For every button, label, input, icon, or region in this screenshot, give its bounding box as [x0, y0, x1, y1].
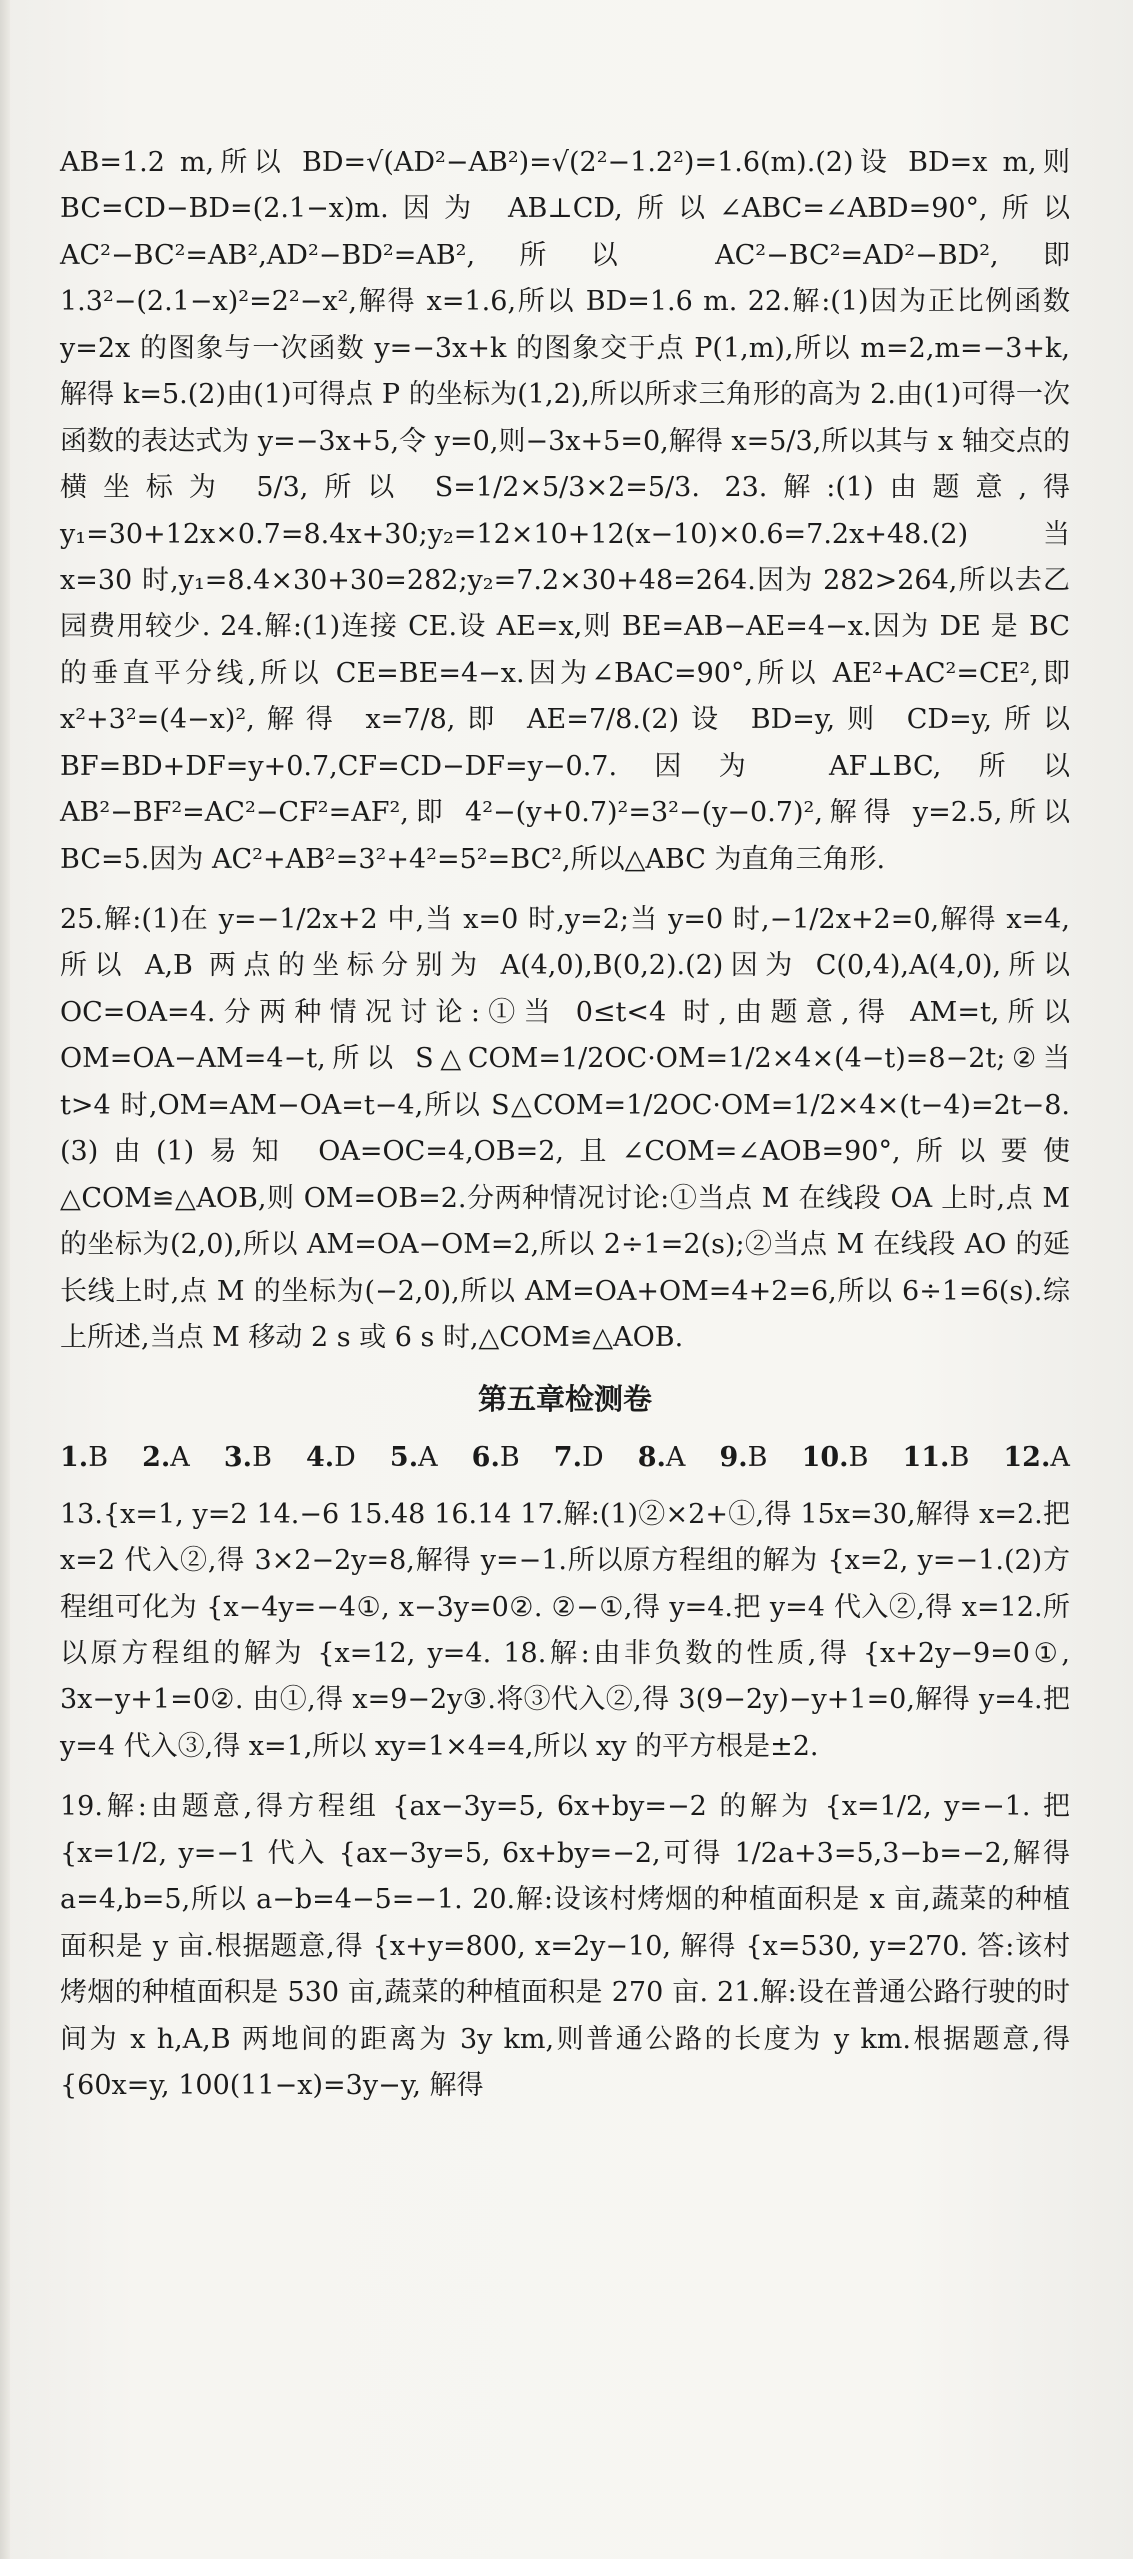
answer-paragraph: 13.{x=1, y=2 14.−6 15.48 16.14 17.解:(1)②×2+①,得 15x=30,解得 x=2.把 x=2 代入②,得 3×2−2y=8,解得 y=−1.所以原方程组的解为 {x=2, y=−1.(2)方程组可化为 {x−4y=−4①, x−3y=0②. ②−①,得 y=4.把 y=4 代入②,得 x=12.所以原方程组的解为 {x=12, y=4. 18.解:由非负数的性质,得 {x+2y−9=0①, 3x−y+1=0②. 由①,得 x=9−2y③.将③代入②,得 3(9−2y)−y+1=0,解得 y=4.把 y=4 代入③,得 x=1,所以 xy=1×4=4,所以 xy 的平方根是±2. — [60, 1498, 1070, 1762]
answer-paragraph: 19.解:由题意,得方程组 {ax−3y=5, 6x+by=−2 的解为 {x=1/2, y=−1. 把 {x=1/2, y=−1 代入 {ax−3y=5, 6x+by=−2,可得 1/2a+3=5,3−b=−2,解得 a=4,b=5,所以 a−b=4−5=−1. 20.解:设该村烤烟的种植面积是 x 亩,蔬菜的种植面积是 y 亩.根据题意,得 {x+y=800, x=2y−10, 解得 {x=530, y=270. 答:该村烤烟的种植面积是 530 亩,蔬菜的种植面积是 270 亩. 21.解:设在普通公路行驶的时间为 x h,A,B 两地间的距离为 3y km,则普通公路的长度为 y km.根据题意,得 {60x=y, 100(11−x)=3y−y, 解得 — [60, 1791, 1070, 2101]
choice-answer: 11.B — [902, 1442, 970, 1474]
chapter-title: 第五章检测卷 — [477, 1382, 652, 1417]
binding-edge — [0, 0, 10, 2559]
choice-answer: 10.B — [801, 1442, 869, 1474]
choice-answer: 6.B — [471, 1442, 520, 1474]
choice-answer: 8.A — [637, 1442, 686, 1474]
choice-answer: 12.A — [1003, 1442, 1070, 1474]
choice-answer: 3.B — [223, 1442, 272, 1474]
choice-answer: 9.B — [719, 1442, 768, 1474]
choice-answer: 1.B — [60, 1442, 109, 1474]
choice-answer-row — [60, 1435, 1070, 1481]
answer-text-block — [60, 140, 1070, 2123]
choice-answer: 4.D — [305, 1442, 356, 1474]
choice-answer: 7.D — [553, 1442, 604, 1474]
choice-answer: 5.A — [389, 1442, 438, 1474]
choice-answer: 2.A — [142, 1442, 190, 1474]
answer-paragraph: 25.解:(1)在 y=−1/2x+2 中,当 x=0 时,y=2;当 y=0 时,−1/2x+2=0,解得 x=4,所以 A,B 两点的坐标分别为 A(4,0),B(0,2).(2)因为 C(0,4),A(4,0),所以 OC=OA=4.分两种情况讨论:①当 0≤t<4 时,由题意,得 AM=t,所以 OM=OA−AM=4−t,所以 S△COM=1/2OC·OM=1/2×4×(4−t)=8−2t;②当 t>4 时,OM=AM−OA=t−4,所以 S△COM=1/2OC·OM=1/2×4×(t−4)=2t−8.(3)由(1)易知 OA=OC=4,OB=2,且∠COM=∠AOB=90°,所以要使△COM≌△AOB,则 OM=OB=2.分两种情况讨论:①当点 M 在线段 OA 上时,点 M 的坐标为(2,0),所以 AM=OA−OM=2,所以 2÷1=2(s);②当点 M 在线段 AO 的延长线上时,点 M 的坐标为(−2,0),所以 AM=OA+OM=4+2=6,所以 6÷1=6(s).综上所述,当点 M 移动 2 s 或 6 s 时,△COM≌△AOB. — [60, 904, 1070, 1353]
answer-paragraph: AB=1.2 m,所以 BD=√(AD²−AB²)=√(2²−1.2²)=1.6(m).(2)设 BD=x m,则 BC=CD−BD=(2.1−x)m.因为 AB⊥CD,所以∠ABC=∠ABD=90°,所以 AC²−BC²=AB²,AD²−BD²=AB²,所以 AC²−BC²=AD²−BD²,即 1.3²−(2.1−x)²=2²−x²,解得 x=1.6,所以 BD=1.6 m. 22.解:(1)因为正比例函数 y=2x 的图象与一次函数 y=−3x+k 的图象交于点 P(1,m),所以 m=2,m=−3+k,解得 k=5.(2)由(1)可得点 P 的坐标为(1,2),所以所求三角形的高为 2.由(1)可得一次函数的表达式为 y=−3x+5,令 y=0,则−3x+5=0,解得 x=5/3,所以其与 x 轴交点的横坐标为 5/3,所以 S=1/2×5/3×2=5/3. 23.解:(1)由题意,得 y₁=30+12x×0.7=8.4x+30;y₂=12×10+12(x−10)×0.6=7.2x+48.(2)当 x=30 时,y₁=8.4×30+30=282;y₂=7.2×30+48=264.因为 282>264,所以去乙园费用较少. 24.解:(1)连接 CE.设 AE=x,则 BE=AB−AE=4−x.因为 DE 是 BC 的垂直平分线,所以 CE=BE=4−x.因为∠BAC=90°,所以 AE²+AC²=CE²,即 x²+3²=(4−x)²,解得 x=7/8,即 AE=7/8.(2)设 BD=y,则 CD=y,所以 BF=BD+DF=y+0.7,CF=CD−DF=y−0.7.因为 AF⊥BC,所以 AB²−BF²=AC²−CF²=AF²,即 4²−(y+0.7)²=3²−(y−0.7)²,解得 y=2.5,所以 BC=5.因为 AC²+AB²=3²+4²=5²=BC²,所以△ABC 为直角三角形. — [60, 147, 1070, 875]
